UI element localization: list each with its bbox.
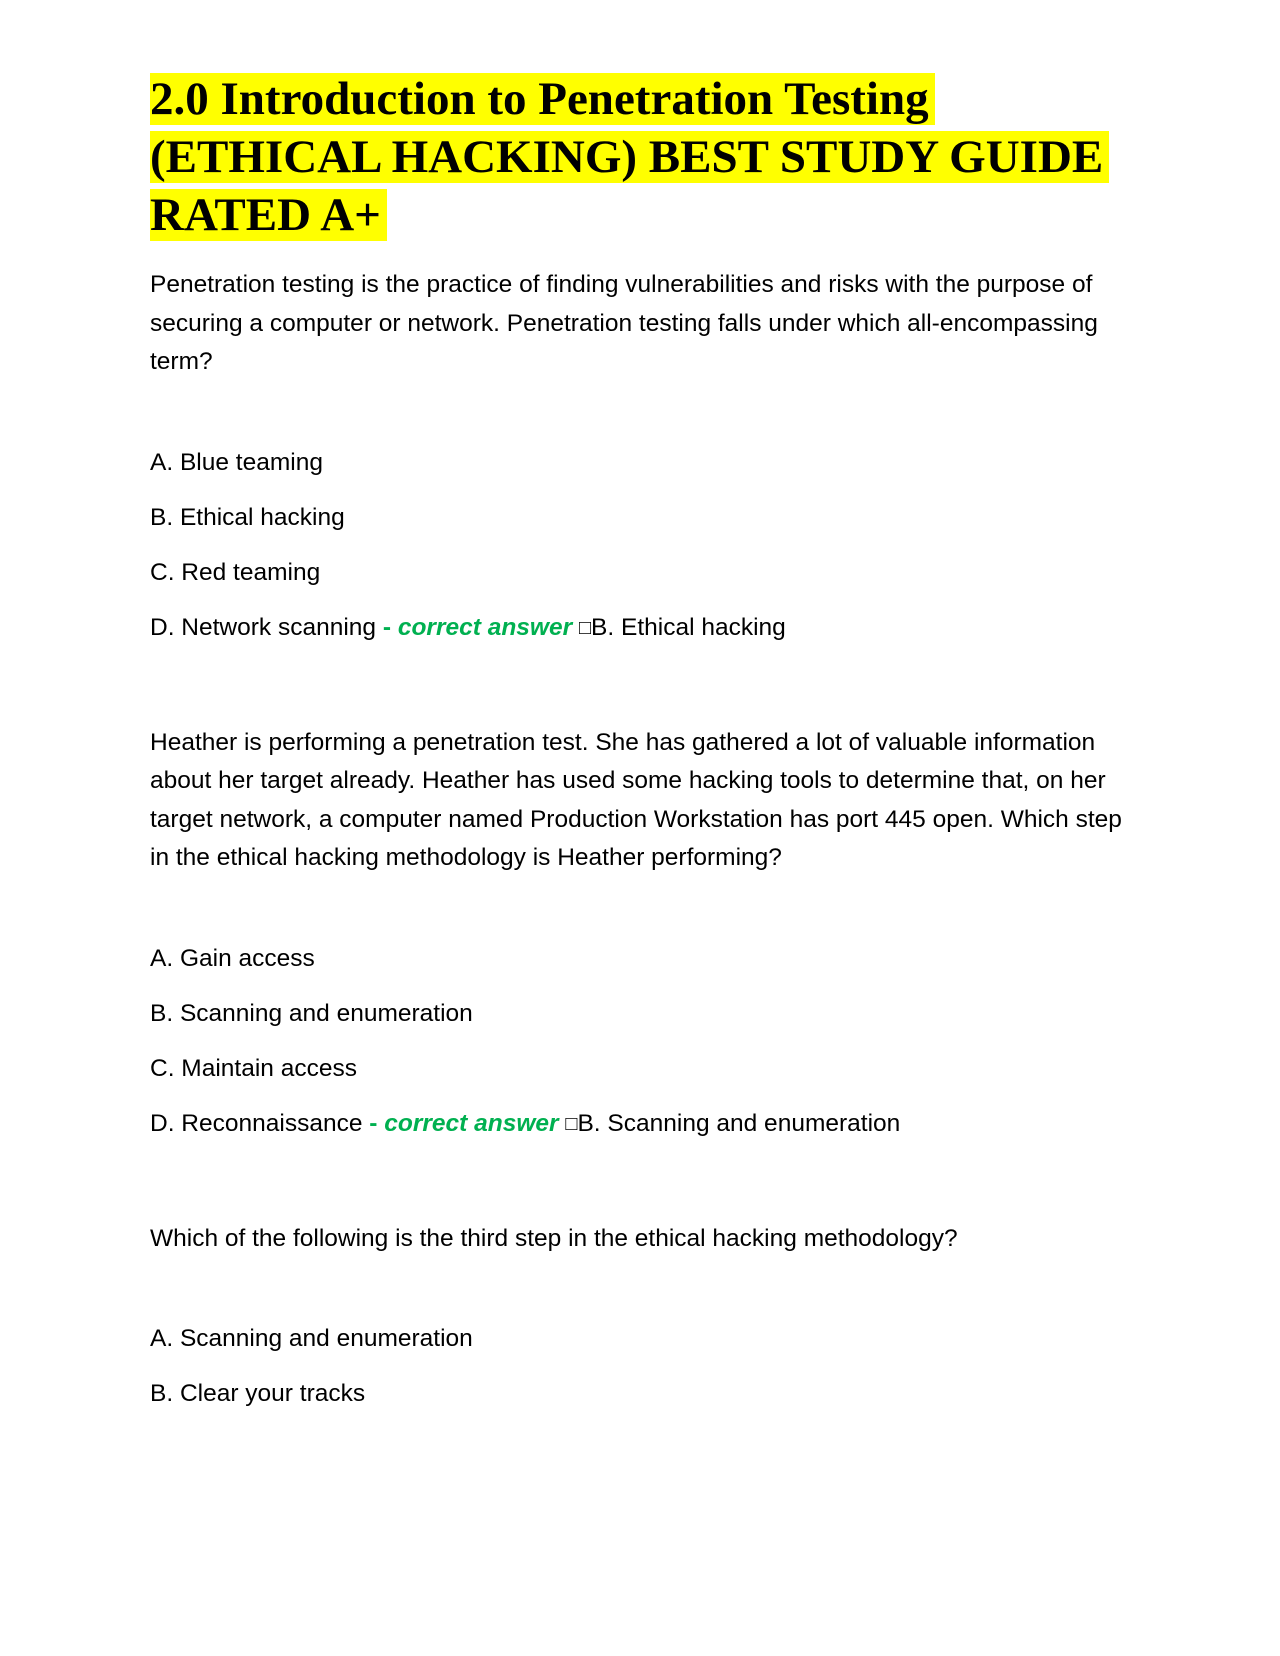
title-text: 2.0 Introduction to Penetration Testing (ETHICAL HACKING) BEST STUDY GUIDE RATED A+ <box>150 73 1109 241</box>
answer-separator: - <box>376 613 398 641</box>
question-2-option-d: D. Reconnaissance <box>150 1109 363 1137</box>
document-title <box>150 70 1130 244</box>
question-2-option-d-row <box>150 1105 1130 1143</box>
question-2-option-b: B. Scanning and enumeration <box>150 999 473 1027</box>
missing-glyph-icon: □ <box>565 1112 578 1135</box>
answer-separator: - <box>362 1109 385 1137</box>
document-page <box>150 70 1130 1430</box>
question-2-option-c: C. Maintain access <box>150 1054 357 1082</box>
missing-glyph-icon: □ <box>578 616 592 639</box>
question-2-option-a: A. Gain access <box>150 944 315 972</box>
question-2-text: Heather is performing a penetration test. She has gathered a lot of valuable information about her target already. Heather has used some hacking tools to determine that, on her target network, a computer named Production Workstation has port 445 open. Which step in the ethical hacking methodology is Heather performing? <box>150 728 1122 871</box>
question-1-text: Penetration testing is the practice of finding vulnerabilities and risks with the purpose of securing a computer or network. Penetration testing falls under which all-encompassing term? <box>150 271 1098 375</box>
question-3-option-a: A. Scanning and enumeration <box>150 1325 473 1352</box>
question-3-text: Which of the following is the third step in the ethical hacking methodology? <box>150 1224 958 1252</box>
correct-answer-label: correct answer <box>384 1109 559 1137</box>
question-1-option-a: A. Blue teaming <box>150 448 323 476</box>
question-1-answer: B. Ethical hacking <box>591 613 786 641</box>
question-3-option-b: B. Clear your tracks <box>150 1380 366 1407</box>
question-1-option-c: C. Red teaming <box>150 558 321 586</box>
question-2-answer: B. Scanning and enumeration <box>577 1109 901 1137</box>
question-1-option-d-row <box>150 609 1130 647</box>
correct-answer-label: correct answer <box>397 613 573 641</box>
question-1-option-d: D. Network scanning <box>150 613 377 641</box>
question-1-option-b: B. Ethical hacking <box>150 503 345 531</box>
